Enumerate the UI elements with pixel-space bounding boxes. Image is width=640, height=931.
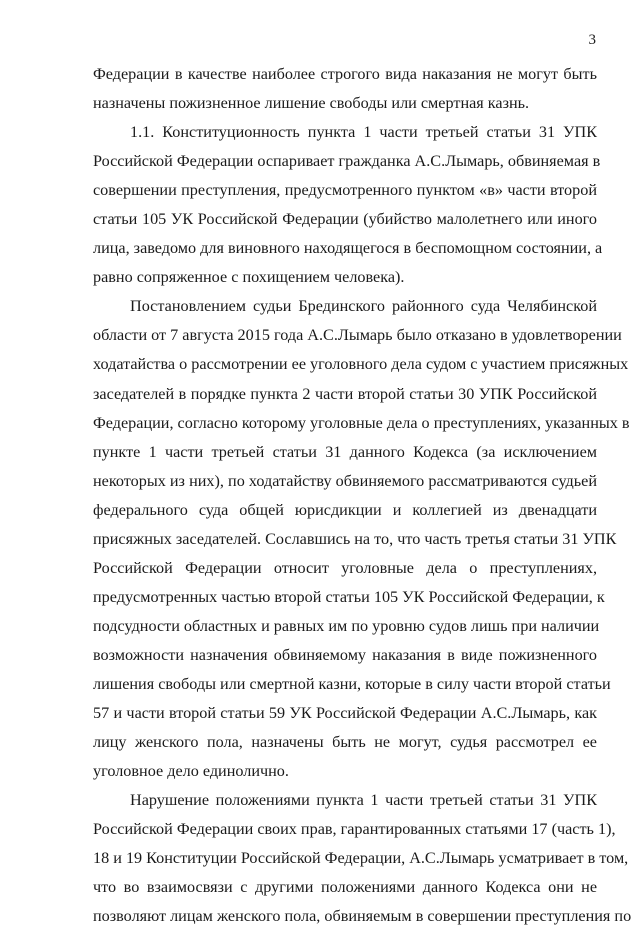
text-line: возможности назначения обвиняемому наказания в виде пожизненного [93,645,597,664]
paragraph-4 [93,786,632,931]
paragraph-2 [93,118,603,292]
text-line: Нарушение положениями пункта 1 части третьей статьи 31 УПК [130,791,597,810]
text-line: Российской Федерации оспаривает гражданка А.С.Лымарь, обвиняемая в [93,152,601,171]
text-line: совершении преступления, предусмотренного пунктом «в» части второй [93,181,597,200]
text-line: некоторых из них), по ходатайству обвиняемого рассматриваются судьей [93,471,597,490]
text-line: Российской Федерации своих прав, гарантированных статьями 17 (часть 1), [93,820,616,839]
text-line: 18 и 19 Конституции Российской Федерации, А.С.Лымарь усматривает в том, [93,849,629,868]
text-line: заседателей в порядке пункта 2 части второй статьи 30 УПК Российской [93,384,597,403]
text-line: назначены пожизненное лишение свободы или смертная казнь. [93,94,530,113]
text-line: лишения свободы или смертной казни, которые в силу части второй статьи [93,674,611,693]
text-line: 57 и части второй статьи 59 УК Российской Федерации А.С.Лымарь, как [93,704,597,723]
text-line: равно сопряженное с похищением человека). [93,268,405,287]
text-line: статьи 105 УК Российской Федерации (убийство малолетнего или иного [93,210,597,229]
text-line: Федерации в качестве наиболее строгого вида наказания не могут быть [93,65,597,83]
text-line: 1.1. Конституционность пункта 1 части третьей статьи 31 УПК [130,123,597,142]
text-line: Российской Федерации относит уголовные дела о преступлениях, [93,558,597,577]
paragraph-3 [93,292,630,786]
text-line: области от 7 августа 2015 года А.С.Лымарь было отказано в удовлетворении [93,326,622,345]
text-line: лицу женского пола, назначены быть не могут, судья рассмотрел ее [93,733,597,752]
paragraph-1 [93,60,597,118]
page-number: 3 [588,32,596,48]
document-body [93,60,632,931]
text-line: подсудности областных и равных им по уровню судов лишь при наличии [93,616,600,635]
text-line: предусмотренных частью второй статьи 105 УК Российской Федерации, к [93,587,605,606]
text-line: Постановлением судьи Брединского районного суда Челябинской [130,297,597,316]
text-line: пункте 1 части третьей статьи 31 данного Кодекса (за исключением [93,442,597,461]
text-line: федерального суда общей юрисдикции и коллегией из двенадцати [93,500,597,519]
text-line: Федерации, согласно которому уголовные дела о преступлениях, указанных в [93,413,630,432]
text-line: уголовное дело единолично. [93,762,289,781]
text-line: лица, заведомо для виновного находящегося в беспомощном состоянии, а [93,239,603,258]
text-line: присяжных заседателей. Сославшись на то, что часть третья статьи 31 УПК [93,529,617,548]
text-line: что во взаимосвязи с другими положениями данного Кодекса они не [93,878,597,897]
text-line: ходатайства о рассмотрении ее уголовного дела судом с участием присяжных [93,355,629,374]
text-line: позволяют лицам женского пола, обвиняемым в совершении преступления по [93,907,632,926]
